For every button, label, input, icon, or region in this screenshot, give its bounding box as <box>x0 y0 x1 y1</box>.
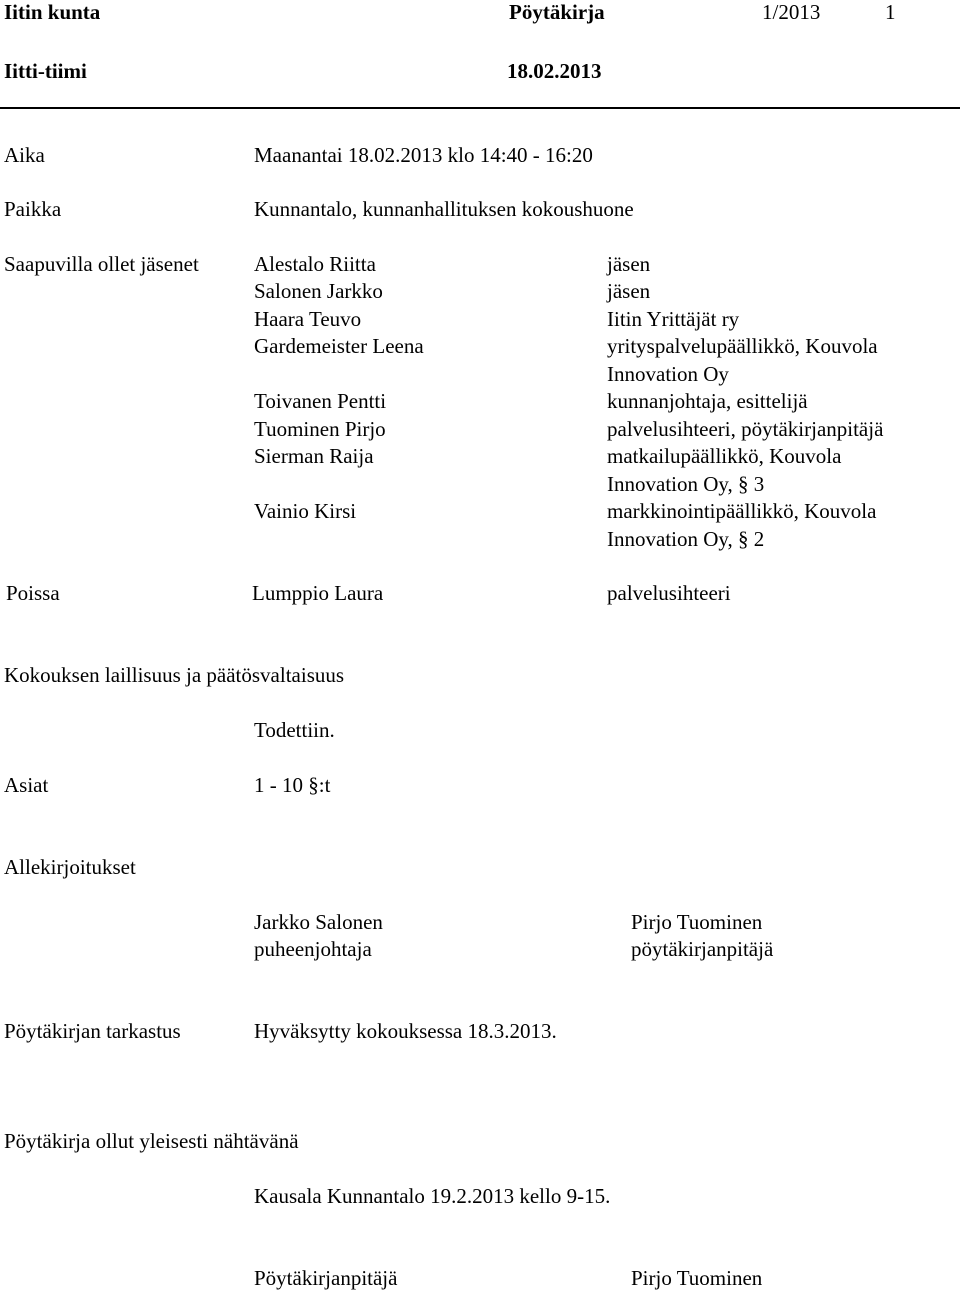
legality-heading: Kokouksen laillisuus ja päätösvaltaisuus <box>4 663 345 687</box>
aika-value: Maanantai 18.02.2013 klo 14:40 - 16:20 <box>254 143 593 167</box>
attendee-role-cont: Innovation Oy, § 3 <box>607 472 765 496</box>
attendee-role: kunnanjohtaja, esittelijä <box>607 389 808 413</box>
attendee-name: Haara Teuvo <box>254 307 362 331</box>
attendee-role-cont: Innovation Oy <box>607 362 729 386</box>
team-name: Iitti-tiimi <box>4 59 87 83</box>
aika-label: Aika <box>4 143 45 167</box>
header-divider <box>0 107 960 109</box>
attendee-role: palvelusihteeri, pöytäkirjanpitäjä <box>607 417 884 441</box>
paikka-value: Kunnantalo, kunnanhallituksen kokoushuone <box>254 197 634 221</box>
absent-role: palvelusihteeri <box>607 581 731 605</box>
signature-left-name: Jarkko Salonen <box>254 910 383 934</box>
public-value: Kausala Kunnantalo 19.2.2013 kello 9-15. <box>254 1184 611 1208</box>
document-number: 1/2013 <box>762 0 821 24</box>
attendee-name: Salonen Jarkko <box>254 279 383 303</box>
absent-name: Lumppio Laura <box>252 581 384 605</box>
review-label: Pöytäkirjan tarkastus <box>4 1019 181 1043</box>
attendee-role: jäsen <box>607 252 651 276</box>
document-date: 18.02.2013 <box>507 59 602 83</box>
review-value: Hyväksytty kokouksessa 18.3.2013. <box>254 1019 557 1043</box>
attendee-role: Iitin Yrittäjät ry <box>607 307 740 331</box>
signature-right-name: Pirjo Tuominen <box>631 910 763 934</box>
signatures-heading: Allekirjoitukset <box>4 855 136 879</box>
attendee-role: markkinointipäällikkö, Kouvola <box>607 499 877 523</box>
asiat-label: Asiat <box>4 773 49 797</box>
attendee-role-cont: Innovation Oy, § 2 <box>607 527 765 551</box>
public-heading: Pöytäkirja ollut yleisesti nähtävänä <box>4 1129 299 1153</box>
municipality-name: Iitin kunta <box>4 0 101 24</box>
attendee-role: yrityspalvelupäällikkö, Kouvola <box>607 334 878 358</box>
attendee-name: Tuominen Pirjo <box>254 417 386 441</box>
absent-label: Poissa <box>6 581 60 605</box>
attendee-name: Toivanen Pentti <box>254 389 387 413</box>
signature-right-title: pöytäkirjanpitäjä <box>631 937 774 961</box>
attendees-label: Saapuvilla ollet jäsenet <box>4 252 199 276</box>
paikka-label: Paikka <box>4 197 62 221</box>
legality-value: Todettiin. <box>254 718 335 742</box>
attendee-name: Vainio Kirsi <box>254 499 357 523</box>
public-signer-title: Pöytäkirjanpitäjä <box>254 1266 398 1290</box>
signature-left-title: puheenjohtaja <box>254 937 372 961</box>
page-number: 1 <box>885 0 896 24</box>
attendee-role: matkailupäällikkö, Kouvola <box>607 444 842 468</box>
asiat-value: 1 - 10 §:t <box>254 773 331 797</box>
attendee-name: Gardemeister Leena <box>254 334 424 358</box>
public-signer-name: Pirjo Tuominen <box>631 1266 763 1290</box>
document-type: Pöytäkirja <box>509 0 605 24</box>
attendee-name: Sierman Raija <box>254 444 374 468</box>
attendee-name: Alestalo Riitta <box>254 252 376 276</box>
attendee-role: jäsen <box>607 279 651 303</box>
